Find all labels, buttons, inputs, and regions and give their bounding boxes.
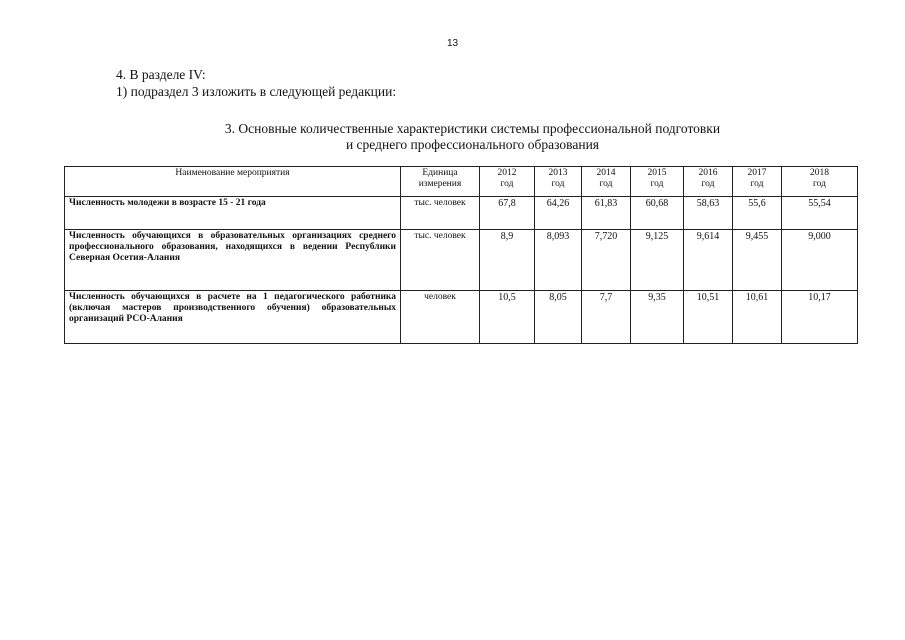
table-row — [65, 291, 858, 344]
header-year-2012: 2012 год — [480, 167, 535, 197]
section-title-line-2: и среднего профессионального образования — [345, 137, 600, 152]
row-value: 9,455 — [733, 230, 782, 291]
row-name: Численность молодежи в возрасте 15 - 21 года — [65, 197, 401, 230]
header-year-2016: 2016 год — [684, 167, 733, 197]
table-header-row — [65, 167, 858, 197]
row-value: 67,8 — [480, 197, 535, 230]
table-row — [65, 197, 858, 230]
header-year-2017: 2017 год — [733, 167, 782, 197]
row-value: 55,6 — [733, 197, 782, 230]
row-value: 8,05 — [535, 291, 582, 344]
row-unit: тыс. человек — [401, 197, 480, 230]
row-unit: тыс. человек — [401, 230, 480, 291]
section-title — [60, 121, 885, 153]
section-title-line-1: 3. Основные количественные характеристики системы профессиональной подготовки — [224, 121, 721, 136]
page-number: 13 — [446, 38, 459, 49]
row-unit: человек — [401, 291, 480, 344]
intro-line-section: 4. В разделе IV: — [116, 67, 206, 82]
intro-line-instruction: 1) подраздел 3 изложить в следующей редакции: — [116, 84, 397, 99]
header-name: Наименование мероприятия — [65, 167, 401, 197]
row-value: 61,83 — [582, 197, 631, 230]
header-year-2014: 2014 год — [582, 167, 631, 197]
row-value: 8,093 — [535, 230, 582, 291]
row-value: 10,5 — [480, 291, 535, 344]
row-value: 9,125 — [631, 230, 684, 291]
row-name: Численность обучающихся в образовательных организациях среднего профессионального образования, находящихся в ведении Республики Северная Осетия-Алания — [65, 230, 401, 291]
row-name: Численность обучающихся в расчете на 1 педагогического работника (включая мастеров производственного обучения) образовательных организаций РСО-Алания — [65, 291, 401, 344]
row-value: 7,7 — [582, 291, 631, 344]
row-value: 8,9 — [480, 230, 535, 291]
table-row — [65, 230, 858, 291]
header-year-2018: 2018 год — [782, 167, 858, 197]
row-value: 60,68 — [631, 197, 684, 230]
row-value: 64,26 — [535, 197, 582, 230]
row-value: 10,61 — [733, 291, 782, 344]
row-value: 9,000 — [782, 230, 858, 291]
row-value: 7,720 — [582, 230, 631, 291]
header-year-2013: 2013 год — [535, 167, 582, 197]
row-value: 9,35 — [631, 291, 684, 344]
row-value: 9,614 — [684, 230, 733, 291]
row-value: 10,17 — [782, 291, 858, 344]
row-value: 55,54 — [782, 197, 858, 230]
header-year-2015: 2015 год — [631, 167, 684, 197]
row-value: 10,51 — [684, 291, 733, 344]
row-value: 58,63 — [684, 197, 733, 230]
characteristics-table — [64, 166, 858, 344]
header-unit: Единица измерения — [401, 167, 480, 197]
